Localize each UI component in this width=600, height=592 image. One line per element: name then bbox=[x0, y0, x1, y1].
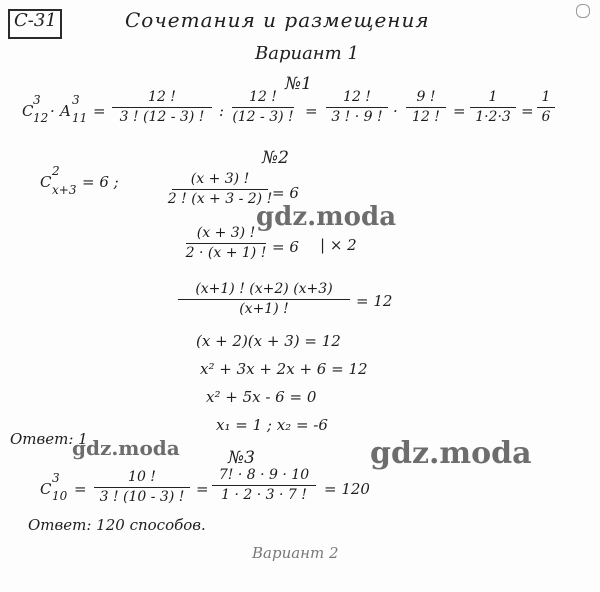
p3-eq-2: = bbox=[196, 480, 209, 498]
p2-c-sup: 2 bbox=[52, 164, 60, 178]
p3-f2-num: 7! · 8 · 9 · 10 bbox=[218, 467, 310, 483]
corner-mark-icon bbox=[576, 4, 590, 18]
p1-eq-3: = bbox=[453, 102, 466, 120]
p2-line-1-fraction bbox=[167, 171, 273, 208]
p2-line-3-rhs: = 12 bbox=[356, 292, 393, 310]
section-label: C-31 bbox=[14, 10, 57, 31]
p2-line-2-fraction bbox=[186, 226, 266, 262]
watermark-1: gdz.moda bbox=[256, 202, 397, 232]
p3-f1-num: 10 ! bbox=[128, 469, 156, 485]
p2-l3-num: (x+1) ! (x+2) (x+3) bbox=[195, 281, 333, 297]
p2-line-5: x² + 3x + 2x + 6 = 12 bbox=[200, 360, 368, 378]
p1-fraction-2 bbox=[232, 90, 294, 126]
p1-fraction-3 bbox=[326, 90, 388, 126]
p1-a-sub: 11 bbox=[72, 111, 88, 125]
p1-fraction-5 bbox=[470, 90, 516, 126]
next-variant-heading: Вариант 2 bbox=[252, 544, 339, 562]
p1-f3-num: 12 ! bbox=[343, 89, 371, 105]
p2-given-eq: = 6 ; bbox=[82, 173, 119, 191]
p2-line-4: (x + 2)(x + 3) = 12 bbox=[196, 332, 341, 350]
p2-line-6: x² + 5x - 6 = 0 bbox=[206, 388, 317, 406]
problem-1-number: №1 bbox=[285, 74, 312, 94]
p2-l1-num: (x + 3) ! bbox=[190, 171, 250, 187]
page-title: Сочетания и размещения bbox=[125, 8, 430, 32]
p2-l2-num: (x + 3) ! bbox=[196, 225, 256, 241]
watermark-3: gdz.moda bbox=[370, 436, 532, 471]
p3-c-sub: 10 bbox=[52, 489, 68, 503]
p1-f3-den: 3 ! · 9 ! bbox=[331, 109, 383, 126]
p3-answer: Ответ: 120 способов. bbox=[28, 516, 206, 534]
p2-answer: Ответ: 1 bbox=[10, 430, 88, 448]
p1-f6-num: 1 bbox=[541, 89, 551, 105]
p2-line-3-fraction bbox=[178, 282, 350, 318]
p1-a-sup: 3 bbox=[72, 93, 80, 107]
variant-heading: Вариант 1 bbox=[255, 43, 359, 64]
p1-f4-den: 12 ! bbox=[412, 109, 440, 126]
p1-fraction-4 bbox=[406, 90, 446, 126]
p3-f1-den: 3 ! (10 - 3) ! bbox=[99, 489, 185, 506]
p1-f2-den: (12 - 3) ! bbox=[232, 109, 294, 126]
p1-fraction-1 bbox=[112, 90, 212, 126]
p2-c-symbol: C bbox=[40, 173, 52, 191]
p1-op: · bbox=[50, 102, 55, 120]
p1-f6-den: 6 bbox=[541, 109, 551, 126]
p1-eq-4: = bbox=[521, 102, 534, 120]
p1-dot: · bbox=[393, 102, 398, 120]
p3-f2-den: 1 · 2 · 3 · 7 ! bbox=[221, 487, 307, 504]
p2-c-sub: x+3 bbox=[52, 183, 77, 197]
p1-f2-num: 12 ! bbox=[249, 89, 277, 105]
p1-a-symbol: A bbox=[60, 102, 71, 120]
p1-f5-num: 1 bbox=[488, 89, 498, 105]
p3-c-sup: 3 bbox=[52, 471, 60, 485]
p1-eq-2: = bbox=[305, 102, 318, 120]
p2-l3-den: (x+1) ! bbox=[239, 301, 289, 318]
p1-f1-den: 3 ! (12 - 3) ! bbox=[119, 109, 205, 126]
p1-eq-1: = bbox=[93, 102, 106, 120]
watermark-2: gdz.moda bbox=[72, 436, 180, 460]
p3-eq-1: = bbox=[74, 480, 87, 498]
p2-line-7: x₁ = 1 ; x₂ = -6 bbox=[216, 416, 328, 434]
p1-fraction-6 bbox=[537, 90, 555, 126]
p2-l1-den: 2 ! (x + 3 - 2) ! bbox=[167, 191, 273, 208]
p1-f5-den: 1·2·3 bbox=[475, 109, 511, 126]
p1-c-symbol: C bbox=[22, 102, 34, 120]
p2-line-2-multiplier: | × 2 bbox=[320, 236, 357, 254]
p3-c-symbol: C bbox=[40, 480, 52, 498]
p1-c-sup: 3 bbox=[33, 93, 41, 107]
p2-l2-den: 2 · (x + 1) ! bbox=[185, 245, 267, 262]
problem-3-number: №3 bbox=[228, 448, 255, 468]
p3-fraction-2 bbox=[212, 468, 316, 504]
problem-2-number: №2 bbox=[262, 148, 289, 168]
p1-colon: : bbox=[219, 102, 225, 120]
p1-f1-num: 12 ! bbox=[148, 89, 176, 105]
p3-fraction-1 bbox=[94, 470, 190, 506]
p1-c-sub: 12 bbox=[33, 111, 49, 125]
p3-result: = 120 bbox=[324, 480, 370, 498]
p2-line-2-rhs: = 6 bbox=[272, 238, 299, 256]
p2-line-1-rhs: = 6 bbox=[272, 184, 299, 202]
p1-f4-num: 9 ! bbox=[416, 89, 436, 105]
